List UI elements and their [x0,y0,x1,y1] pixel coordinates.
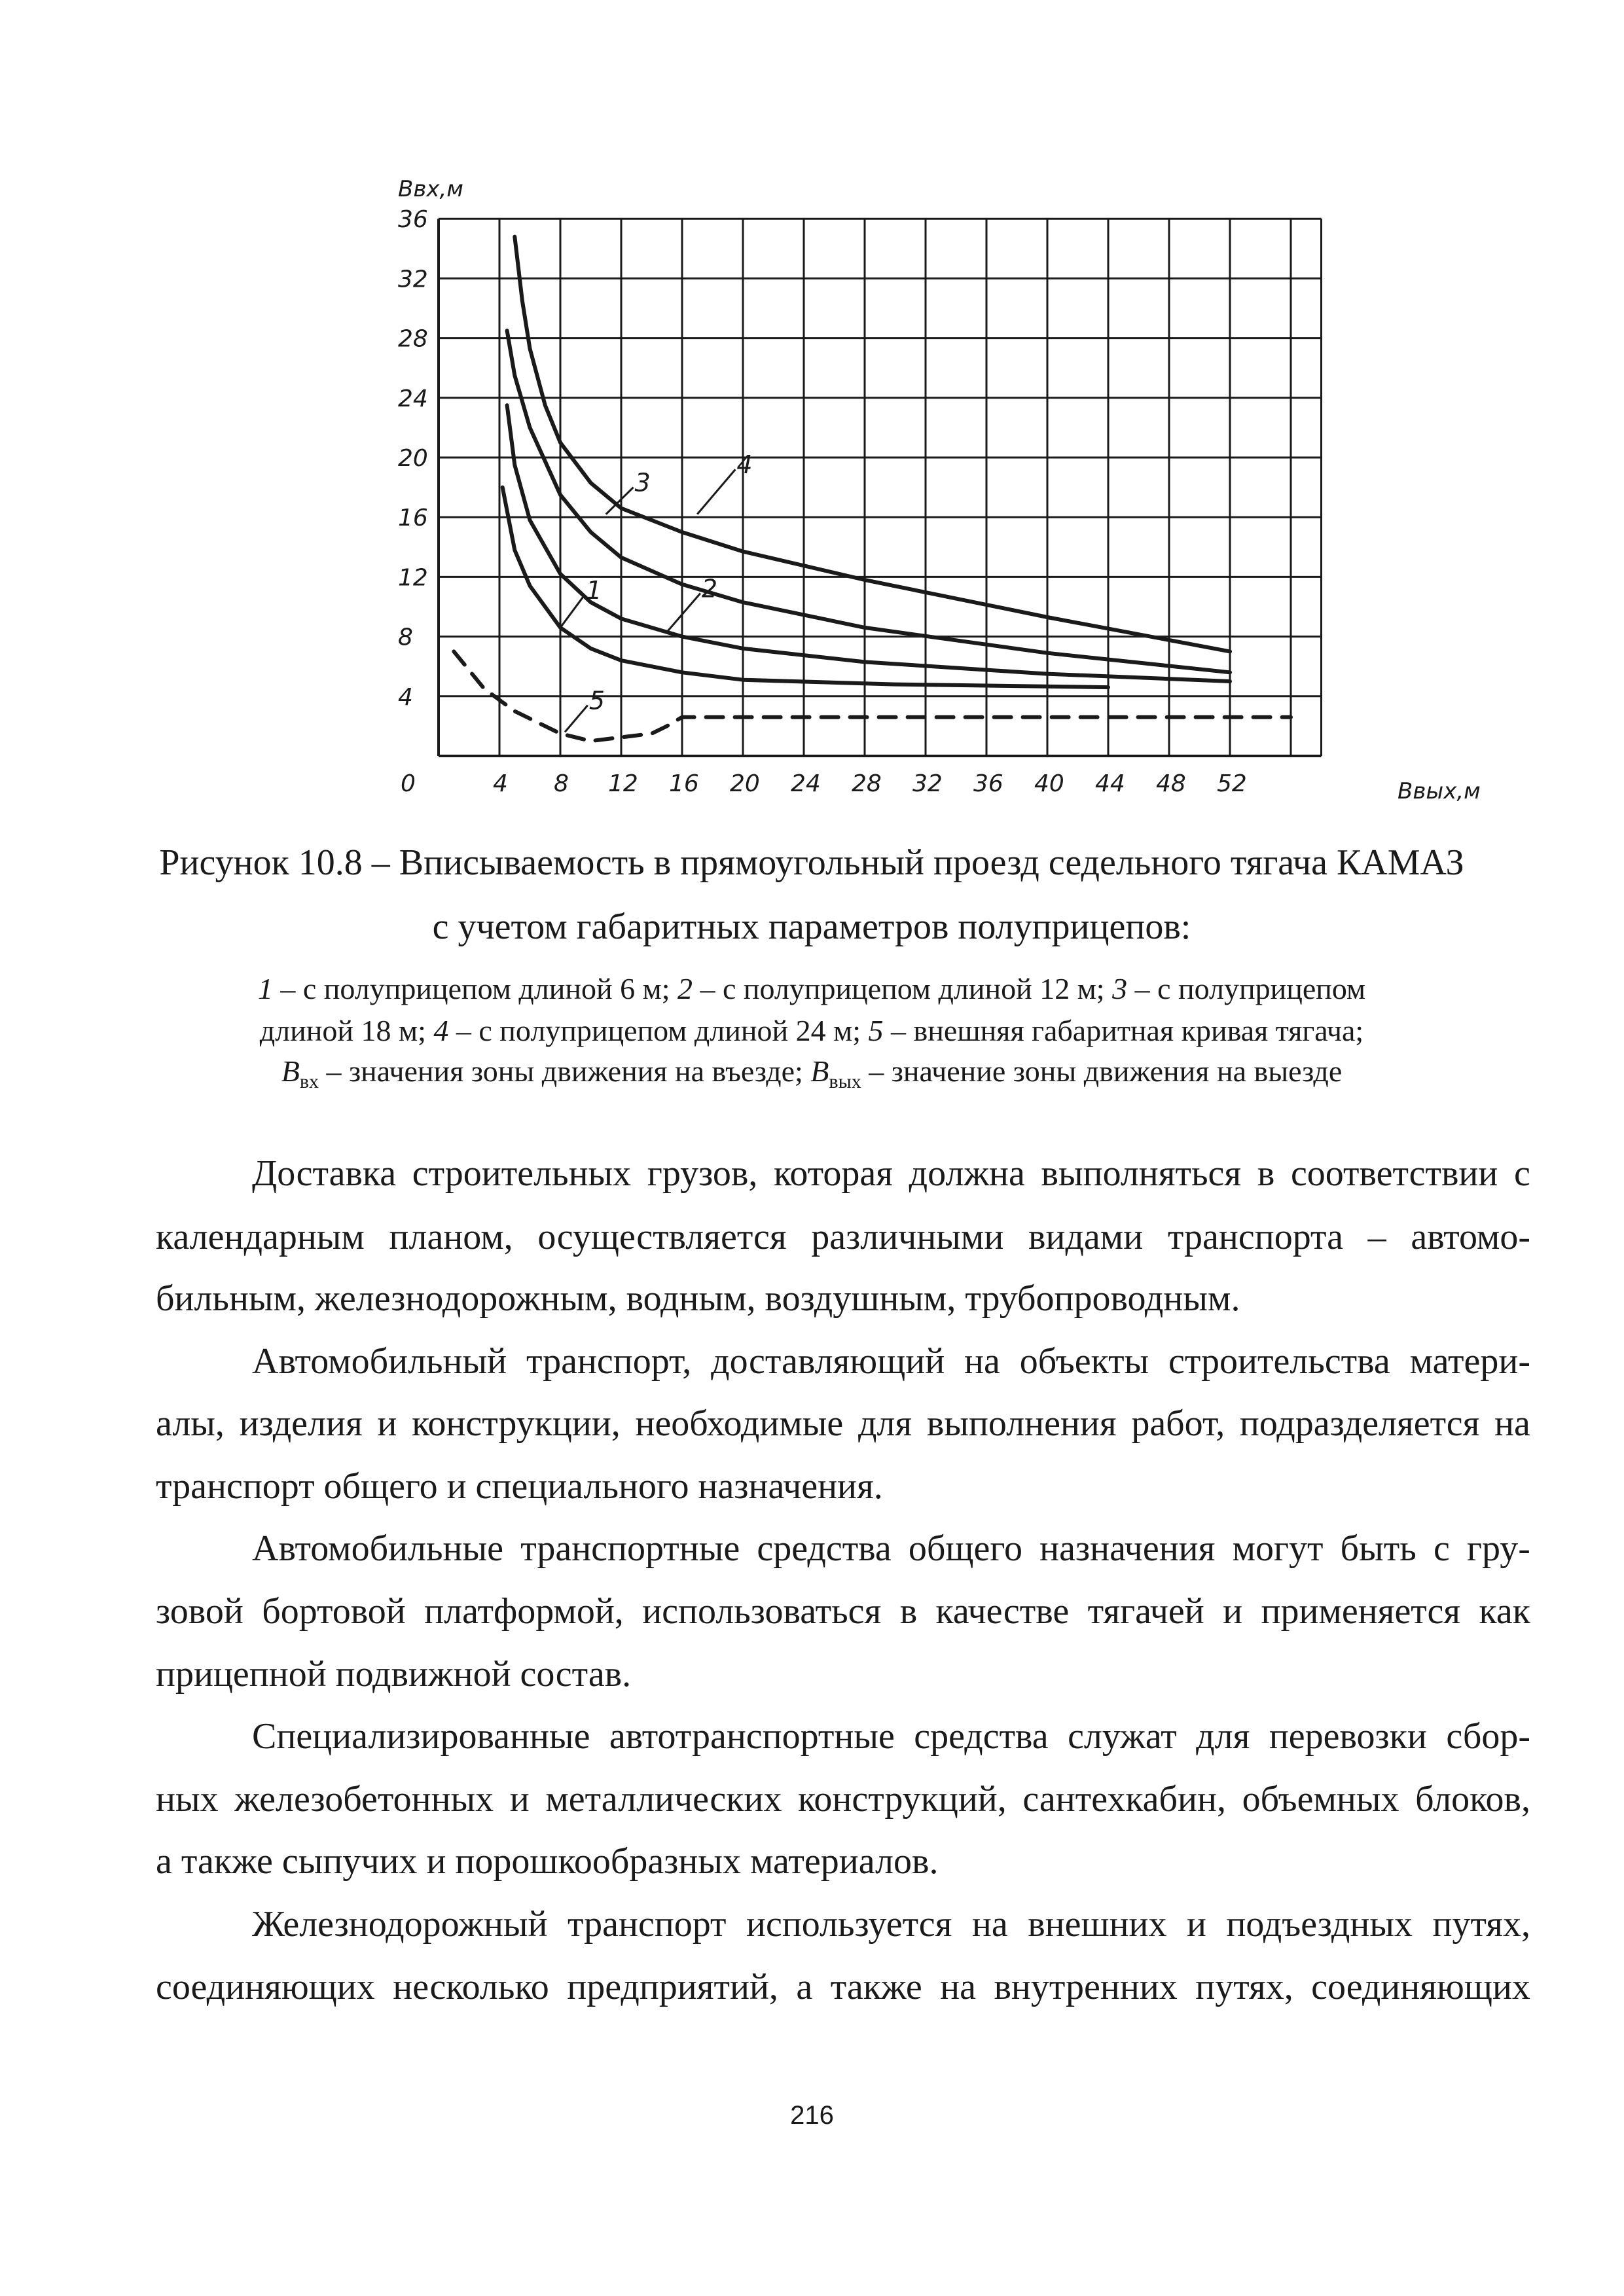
body-word: автомо- [1411,1217,1530,1257]
body-word: также [830,1967,922,2007]
body-word: конструкций, [798,1779,1007,1820]
figure-caption-line-1: Рисунок 10.8 – Вписываемость в прямоугольный проезд седельного тягача КАМАЗ [159,842,1464,883]
body-word: должна [909,1153,1025,1194]
body-word: осуществляется [537,1217,787,1257]
body-word: а [796,1967,813,2007]
body-word: изделия [239,1403,363,1444]
chart-grid [439,219,1322,756]
y-tick-label: 24 [398,385,428,412]
figure-legend-line-3: $B_{вх}$ – значения зоны движения на въезде; $B_{вых}$ – значение зоны движения на выезде [281,1054,1343,1093]
body-word: и [1223,1591,1243,1632]
body-word: необходимые [635,1403,844,1444]
body-word: внешних [1028,1904,1167,1945]
y-tick-label: 8 [398,624,413,651]
body-word: ных [156,1779,219,1820]
body-line [156,1781,1530,1818]
x-tick-label: 0 [401,770,416,797]
x-tick-label: 52 [1217,770,1247,797]
body-word: работ, [1131,1403,1225,1444]
body-line [156,1969,1530,2005]
body-word: различными [811,1217,1004,1257]
body-word: средства [757,1528,892,1569]
body-word: внутренних [994,1967,1178,2007]
x-tick-label: 4 [493,770,508,797]
y-tick-label: 16 [398,505,428,532]
body-word: на [971,1904,1008,1945]
body-word: на [940,1967,976,2007]
y-tick-label: 12 [398,564,428,592]
body-word: предприятий, [567,1967,778,2007]
body-word: служат [1068,1716,1177,1757]
figure-caption-line-2: с учетом габаритных параметров полуприцепов: [432,906,1191,947]
body-word: путях, [1432,1904,1530,1945]
x-tick-label: 48 [1156,770,1186,797]
body-line [252,1343,1530,1380]
body-word: Автомобильные [252,1528,503,1569]
body-word: и [509,1779,530,1820]
body-word: и [377,1403,397,1444]
body-word: объекты [1019,1341,1149,1382]
body-word: могут [1232,1528,1324,1569]
body-word: гру- [1467,1528,1530,1569]
body-word: транспорт, [526,1341,692,1382]
body-word: для [857,1403,912,1444]
curve-1-leader [560,595,585,628]
body-line: прицепной подвижной состав. [156,1654,632,1695]
body-word: сантехкабин, [1022,1779,1226,1820]
x-tick-label: 8 [554,770,569,797]
body-word: соответствии [1290,1153,1498,1194]
body-word: перевозки [1269,1716,1427,1757]
body-line [156,1405,1530,1442]
body-word: для [1196,1716,1250,1757]
body-word: доставляющий [711,1341,945,1382]
body-line [252,1906,1530,1943]
body-word: Доставка [252,1153,397,1194]
body-word: выполняться [1041,1153,1242,1194]
body-word: с [1434,1528,1450,1569]
body-word: путях, [1195,1967,1293,2007]
body-word: подразделяется [1239,1403,1480,1444]
chart-curve-labels [560,450,753,732]
page-number: 216 [790,2101,834,2130]
body-word: транспорт [567,1904,727,1945]
body-word: использоваться [642,1591,882,1632]
body-word: матери- [1409,1341,1530,1382]
body-word: алы, [156,1403,225,1444]
curve-2-label: 2 [701,574,718,603]
body-word: Автомобильный [252,1341,507,1382]
body-line [156,1593,1530,1630]
body-word: несколько [393,1967,549,2007]
body-word: зовой [156,1591,244,1632]
body-word: на [964,1341,1000,1382]
y-tick-label: 28 [398,325,428,353]
y-tick-label: 36 [398,206,428,234]
body-word: назначения [1039,1528,1216,1569]
body-word: металлических [545,1779,782,1820]
x-tick-label: 28 [852,770,882,797]
curve-2 [507,405,1230,681]
body-word: общего [908,1528,1022,1569]
figure-chart [367,157,1481,851]
figure-legend-line-2: длиной 18 м; 4 – с полуприцепом длиной 24 м; 5 – внешняя габаритная кривая тягача; [259,1014,1364,1047]
body-word: с [1514,1153,1530,1194]
body-word: – [1367,1217,1386,1257]
body-line: транспорт общего и специального назначения. [156,1466,883,1507]
y-axis-label: Bвх,м [398,176,463,202]
body-word: автотранспортные [609,1716,895,1757]
body-line [156,1219,1530,1255]
body-word: железобетонных [234,1779,494,1820]
body-word: Специализированные [252,1716,590,1757]
body-word: выполнения [926,1403,1117,1444]
body-word: используется [746,1904,952,1945]
x-tick-label: 40 [1034,770,1064,797]
figure-legend-line-1: 1 – с полуприцепом длиной 6 м; 2 – с полуприцепом длиной 12 м; 3 – с полуприцепом [257,972,1366,1005]
body-word: конструкции, [412,1403,621,1444]
body-word: блоков, [1415,1779,1530,1820]
body-word: которая [774,1153,893,1194]
curve-4-label: 4 [736,450,753,480]
x-tick-label: 32 [912,770,943,797]
x-tick-label: 16 [669,770,699,797]
curve-2-leader [667,593,700,632]
body-word: средства [914,1716,1049,1757]
body-word: транспортные [520,1528,740,1569]
curve-4-leader [697,469,735,514]
chart-curves [454,237,1291,742]
body-word: платформой, [424,1591,624,1632]
body-word: качестве [935,1591,1070,1632]
x-tick-label: 20 [730,770,760,797]
body-word: сбор- [1446,1716,1530,1757]
x-axis-label: Bвых,м [1398,778,1481,804]
body-word: объемных [1242,1779,1399,1820]
body-line: а также сыпучих и порошкообразных материалов. [156,1841,939,1882]
x-tick-label: 36 [973,770,1003,797]
y-tick-label: 20 [398,445,428,472]
body-word: видами [1028,1217,1144,1257]
body-word: Железнодорожный [252,1904,548,1945]
body-word: в [899,1591,918,1632]
body-word: транспорта [1167,1217,1343,1257]
body-word: календарным [156,1217,365,1257]
body-line [252,1530,1530,1567]
y-tick-label: 32 [398,266,428,293]
body-word: бортовой [262,1591,406,1632]
body-word: тягачей [1087,1591,1204,1632]
x-tick-label: 12 [608,770,638,797]
curve-5-label: 5 [588,686,605,715]
body-word: быть [1340,1528,1416,1569]
body-word: в [1257,1153,1275,1194]
body-line [252,1155,1530,1192]
body-word: соединяющих [1311,1967,1530,2007]
body-line: бильным, железнодорожным, водным, воздушным, трубопроводным. [156,1278,1240,1319]
body-word: грузов, [647,1153,758,1194]
body-word: подъездных [1226,1904,1413,1945]
body-word: как [1479,1591,1530,1632]
curve-3-label: 3 [634,468,651,497]
y-tick-label: 4 [398,683,413,711]
body-word: применяется [1261,1591,1461,1632]
body-word: планом, [389,1217,513,1257]
x-tick-label: 44 [1095,770,1125,797]
body-word: строительства [1168,1341,1390,1382]
body-word: и [1187,1904,1206,1945]
body-line [252,1718,1530,1755]
body-word: на [1494,1403,1530,1444]
curve-5-leader [565,705,588,732]
curve-1-label: 1 [586,575,602,605]
body-word: строительных [412,1153,632,1194]
body-word: соединяющих [156,1967,375,2007]
x-tick-label: 24 [791,770,821,797]
